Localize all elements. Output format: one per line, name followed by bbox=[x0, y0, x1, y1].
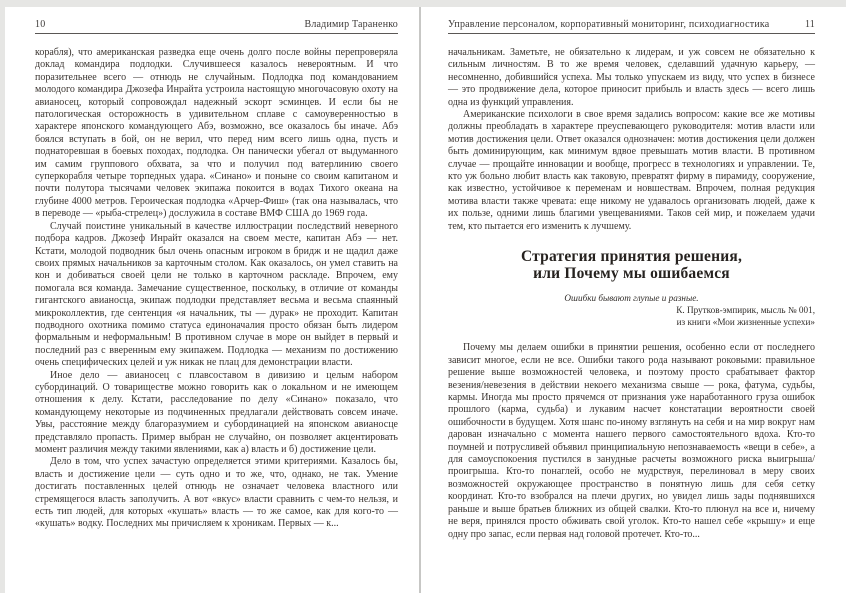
running-head-author: Владимир Тараненко bbox=[304, 19, 398, 30]
epigraph-attribution: К. Прутков-эмпирик, мысль № 001, bbox=[676, 305, 815, 316]
paragraph: Случай поистине уникальный в качестве иллюстрации последствий неверного подбора кадров. Джозеф Инрайт оказался на своем месте, капитан Абэ — нет. Кстати, молодой подводник был очень опасным игроком в бридж и не щадил даже своих прямых начальников за карточным столом. Как оказалось, он умел ставить на кон и добиваться своей цели не только в карточном раскладе. Впрочем, ему помогала вся команда. Замечание существенное, поскольку, в отличие от команды гигантского авианосца, экипаж подлодки представляет весьма и весьма спаянный микроколлектив, где сентенция «я начальник, ты — дурак» не проходит. Капитан подводного охотника помимо статуса единоначалия просто обязан быть лидером формальным и неформальным! В противном случае в море он выйдет в первый и последний раз с вверенным ему экипажем. Подлодка — механизм по достижению очень специфических целей и уж никак не плац для демонстрации власти. bbox=[35, 220, 398, 369]
paragraph: Почему мы делаем ошибки в принятии решения, особенно если от последнего зависит многое, если не все. Ошибки такого рода называют роковыми: правильное решение выше возможностей человека, и поэтому просто срабатывает фактор везения/невезения в действии некоего механизма свыше — рока, фатума, судьбы, кармы. Иногда мы просто прячемся от признания уже наработанного груза ошибок прошлого (карма, судьба) и лукавим насчет констатации вероятности своей ошибочности в будущем. Хотя шанс по-иному взглянуть на себя и на мир вокруг нам дарован изначально с момента нашего первого самостоятельного вдоха. Кто-то поумней и потрусливей объявил принципиальную непознаваемость «вещи в себе», а для самоуспокоения пустился в занудные расчеты возможного риска выигрыша/проигрыша. Кто-то понаглей, особо не мудрствуя, перелиновал в меру своих возможностей окружающее пространство в понятную лишь для себя сетку координат. Кто-то взобрался на плечи других, но увидел лишь зады поднявшихся раньше и выше братьев ближних из общей свалки. Кто-то плюнул на все и, ничему не веря, принялся просто обживать свой уголок. Кто-то нашел себе «крышу» и еще одну про запас, если первая над головой протечет. Кто-то... bbox=[448, 342, 815, 540]
paragraph: Иное дело — авианосец с плавсоставом в дивизию и целым набором субординаций. О товариществе можно говорить как о локальном и не имеющем отношения к делу. Кстати, расследование по делу «Синано» показало, что командующему некоторые из подчиненных предлагали действовать совсем иначе. Увы, расстояние между благоразумием и субординацией на японском авианосце представляло пропасть. Пример выбран не случайно, он позволяет акцентировать момент различия между такими явлениями, как а) власть и б) достижение цели. bbox=[35, 369, 398, 455]
book-spread bbox=[5, 7, 846, 593]
page-right bbox=[421, 7, 846, 593]
epigraph-quote: Ошибки бывают глупые и разные. bbox=[564, 292, 699, 303]
paragraphs-before-heading bbox=[448, 47, 815, 233]
page-number: 10 bbox=[35, 19, 46, 30]
running-header-right bbox=[448, 19, 815, 34]
section-heading-line: Стратегия принятия решения, bbox=[520, 248, 743, 266]
page-left bbox=[5, 7, 421, 593]
body-text-right bbox=[448, 47, 815, 541]
running-head-title: Управление персоналом, корпоративный мониторинг, психодиагностика bbox=[448, 19, 770, 30]
paragraph: начальникам. Заметьте, не обязательно к лидерам, и уж совсем не обязательно к сильным личностям. В то же время человек, сделавший удачную карьеру, — несомненно, добившийся успеха. Мы только упускаем из виду, что успех в бизнесе — это продвижение дела, которое приносит прибыль и власть здесь — всего лишь одна из функций управления. bbox=[448, 47, 815, 108]
paragraph: Американские психологи в свое время задались вопросом: какие все же мотивы должны преобладать в характере преуспевающего руководителя: мотив власти или мотив достижения цели. Ответ оказался однозначен: мотив достижения цели должен быть доминирующим, как минимум вдвое превышать мотив власти. В противном случае — прощайте инновации и вообще, прогресс в технологиях и управлении. Те, кто уж больно любит власть как таковую, превратят фирму в пирамиду, сооружение, как известно, устойчивое к переменам и новшествам. Впрочем, полная редукция мотива власти также чревата: еще никому не удавалось организовать людей, даже к их пользе, одними лишь благими увещеваниями. Таков сей мир, и пожелаем удачи тем, кто пытается его изменить к лучшему. bbox=[448, 109, 815, 232]
body-text-left bbox=[35, 47, 398, 531]
page-number: 11 bbox=[804, 19, 815, 30]
running-header-left bbox=[35, 19, 398, 34]
paragraph: корабля), что американская разведка еще очень долго после войны перепроверяла доклад командира подлодки. Случившееся казалось невероятным. И что поразительнее всего — отнюдь не случайным. Подлодка под командованием молодого командира Джозефа Инрайта устроила настоящую многочасовую охоту на авианосец, который сопровождал надежный эскорт эсминцев. И если бы не патологическая осторожность в удивительном сплаве с самоуверенностью в характере японского командующего Абэ, возможно, все оказалось бы иначе. Абэ боялся вступать в бой, он не верил, что перед ним всего лишь одна, пусть и поднаторевшая в боевых походах, подлодка. Он панически убегал от выдуманного им самим группового обхвата, за что и получил под ватерлинию своего суперкорабля четыре торпедных удара. «Синано» и поныне со своим капитаном и почти полутора тысячами человек экипажа покоится в водах Тихого океана на глубине 4000 метров. Героическая подлодка «Арчер-Фиш» (так она называлась, что в переводе — «рыба-стрелец») дослужила в составе ВМФ США до 1969 года. bbox=[35, 47, 398, 220]
paragraph: Дело в том, что успех зачастую определяется этими критериями. Казалось бы, власть и достижение цели — суть одно и то же, что, однако, не так. Умение достигать поставленных целей отнюдь не означает человека властного или стремящегося власть заполучить. А вот «вкус» власти сравнить с чем-то нельзя, и есть тип людей, для которых «кушать» власть — то же самое, как для кого-то — «кушать» водку. Последних мы причисляем к хроникам. Первых — к... bbox=[35, 456, 398, 530]
paragraphs-after-heading bbox=[448, 342, 815, 541]
epigraph-attribution: из книги «Мои жизненные успехи» bbox=[676, 317, 815, 328]
section-heading-line: или Почему мы ошибаемся bbox=[533, 265, 730, 283]
epigraph bbox=[448, 292, 815, 329]
section-heading bbox=[448, 248, 815, 283]
